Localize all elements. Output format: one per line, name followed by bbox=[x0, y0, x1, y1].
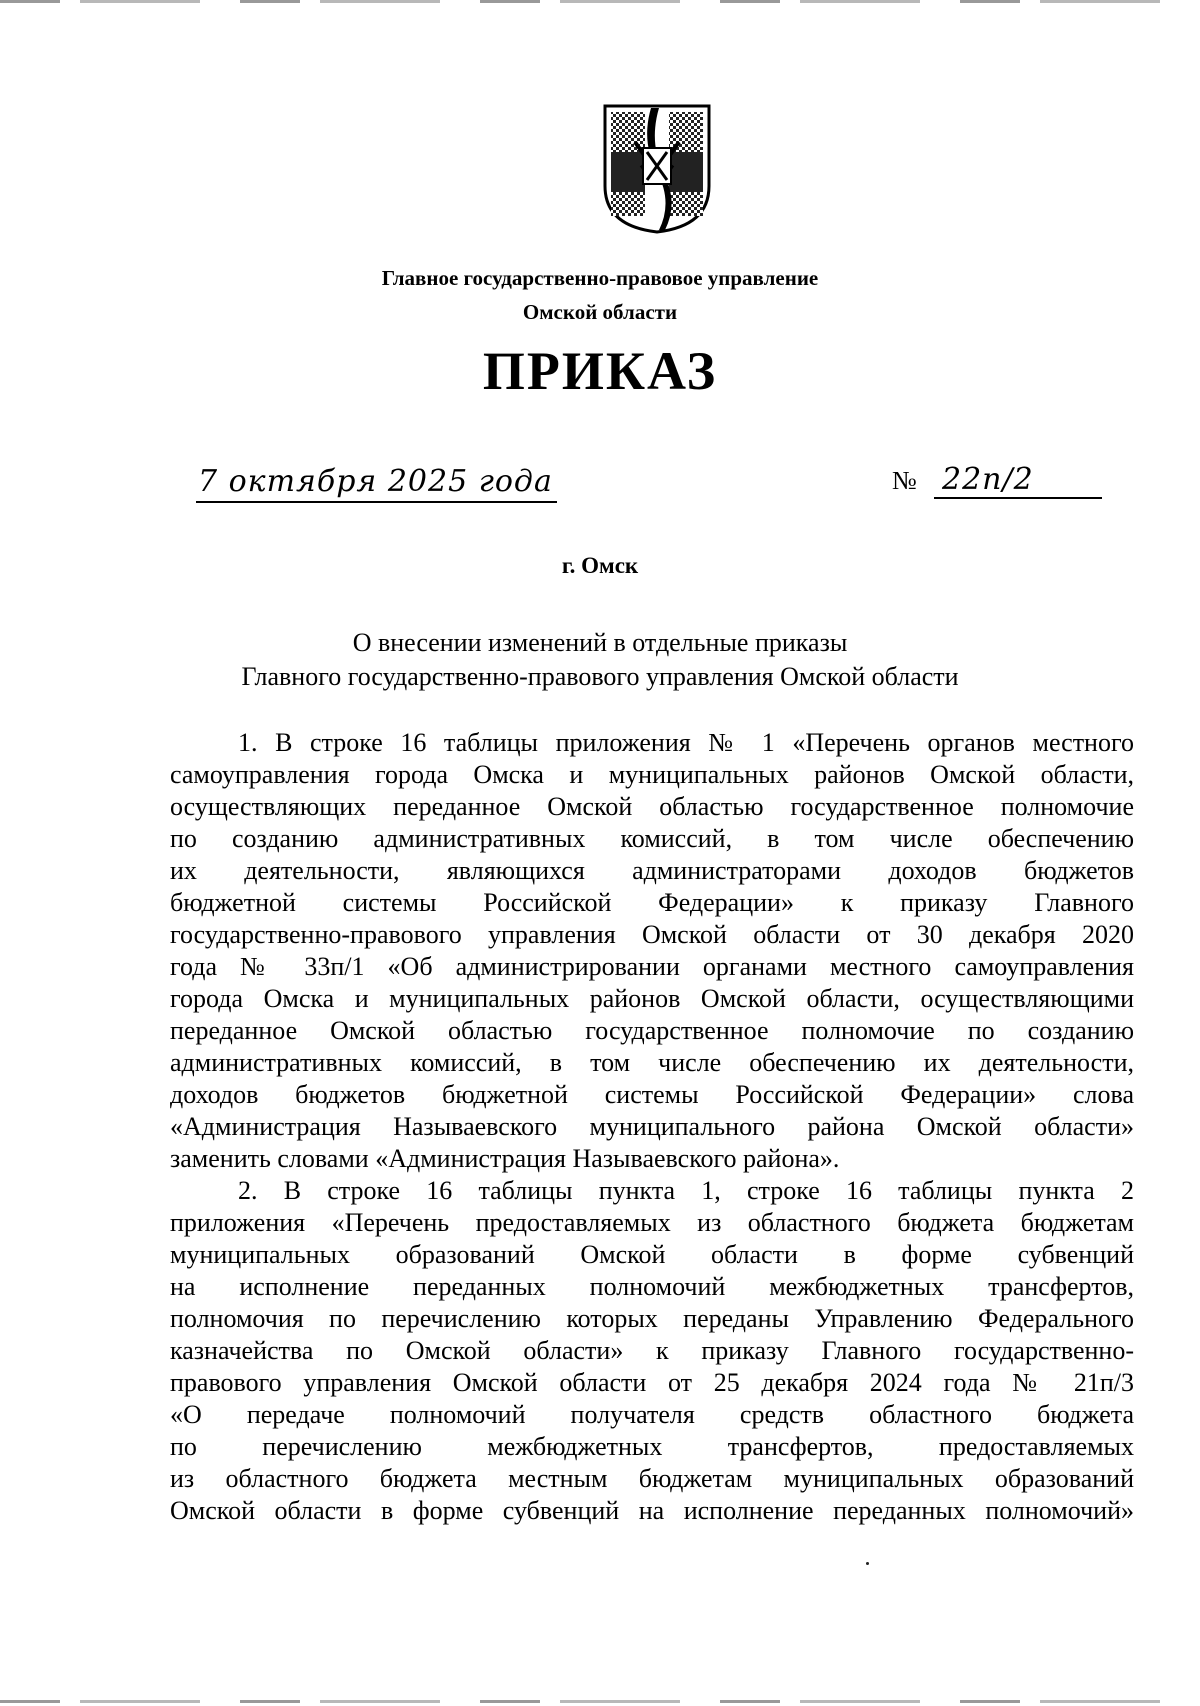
body-line: государственно-правового управления Омской области от 30 декабря 2020 bbox=[170, 920, 1134, 949]
scan-edge-bottom bbox=[0, 1700, 1200, 1703]
body-line: года № 33п/1 «Об администрировании органами местного самоуправления bbox=[170, 952, 1134, 981]
body-line: доходов бюджетов бюджетной системы Российской Федерации» слова bbox=[170, 1080, 1134, 1109]
order-number: 22п/2 bbox=[934, 462, 1102, 499]
organization-name-line1: Главное государственно-правовое управление bbox=[381, 266, 819, 290]
order-number-label: № bbox=[892, 466, 917, 495]
body-line: по созданию административных комиссий, в том числе обеспечению bbox=[170, 824, 1134, 853]
subject-line1: О внесении изменений в отдельные приказы bbox=[352, 628, 848, 657]
body-line: 1. В строке 16 таблицы приложения № 1 «Перечень органов местного bbox=[238, 728, 1134, 757]
order-date: 7 октября 2025 года bbox=[196, 464, 557, 503]
body-line: муниципальных образований Омской области в форме субвенций bbox=[170, 1240, 1134, 1269]
body-line: полномочия по перечислению которых переданы Управлению Федерального bbox=[170, 1304, 1134, 1333]
document-title: ПРИКАЗ bbox=[482, 341, 718, 401]
body-line: «Администрация Называевского муниципального района Омской области» bbox=[170, 1112, 1134, 1141]
body-line: административных комиссий, в том числе обеспечению их деятельности, bbox=[170, 1048, 1134, 1077]
body-line: города Омска и муниципальных районов Омской области, осуществляющими bbox=[170, 984, 1134, 1013]
body-line: приложения «Перечень предоставляемых из областного бюджета бюджетам bbox=[170, 1208, 1134, 1237]
subject-line2: Главного государственно-правового управления Омской области bbox=[241, 662, 959, 691]
body-line: правового управления Омской области от 25 декабря 2024 года № 21п/3 bbox=[170, 1368, 1134, 1397]
body-line: по перечислению межбюджетных трансфертов, предоставляемых bbox=[170, 1432, 1134, 1461]
scan-edge-top bbox=[0, 0, 1200, 3]
body-line: на исполнение переданных полномочий межбюджетных трансфертов, bbox=[170, 1272, 1134, 1301]
city: г. Омск bbox=[561, 553, 639, 578]
body-line: самоуправления города Омска и муниципальных районов Омской области, bbox=[170, 760, 1134, 789]
organization-name-line2: Омской области bbox=[522, 300, 678, 324]
body-line: 2. В строке 16 таблицы пункта 1, строке 16 таблицы пункта 2 bbox=[238, 1176, 1134, 1205]
body-line: казначейства по Омской области» к приказу Главного государственно- bbox=[170, 1336, 1134, 1365]
coat-of-arms-icon bbox=[601, 102, 713, 236]
body-line: их деятельности, являющихся администраторами доходов бюджетов bbox=[170, 856, 1134, 885]
body-line: осуществляющих переданное Омской областью государственное полномочие bbox=[170, 792, 1134, 821]
scan-speck bbox=[866, 1562, 869, 1565]
body-line: Омской области в форме субвенций на исполнение переданных полномочий» bbox=[170, 1496, 1134, 1525]
body-line: из областного бюджета местным бюджетам муниципальных образований bbox=[170, 1464, 1134, 1493]
body-line: переданное Омской областью государственное полномочие по созданию bbox=[170, 1016, 1134, 1045]
document-body bbox=[170, 727, 1134, 1527]
body-line: «О передаче полномочий получателя средств областного бюджета bbox=[170, 1400, 1134, 1429]
body-line: заменить словами «Администрация Называевского района». bbox=[170, 1144, 840, 1173]
body-line: бюджетной системы Российской Федерации» к приказу Главного bbox=[170, 888, 1134, 917]
